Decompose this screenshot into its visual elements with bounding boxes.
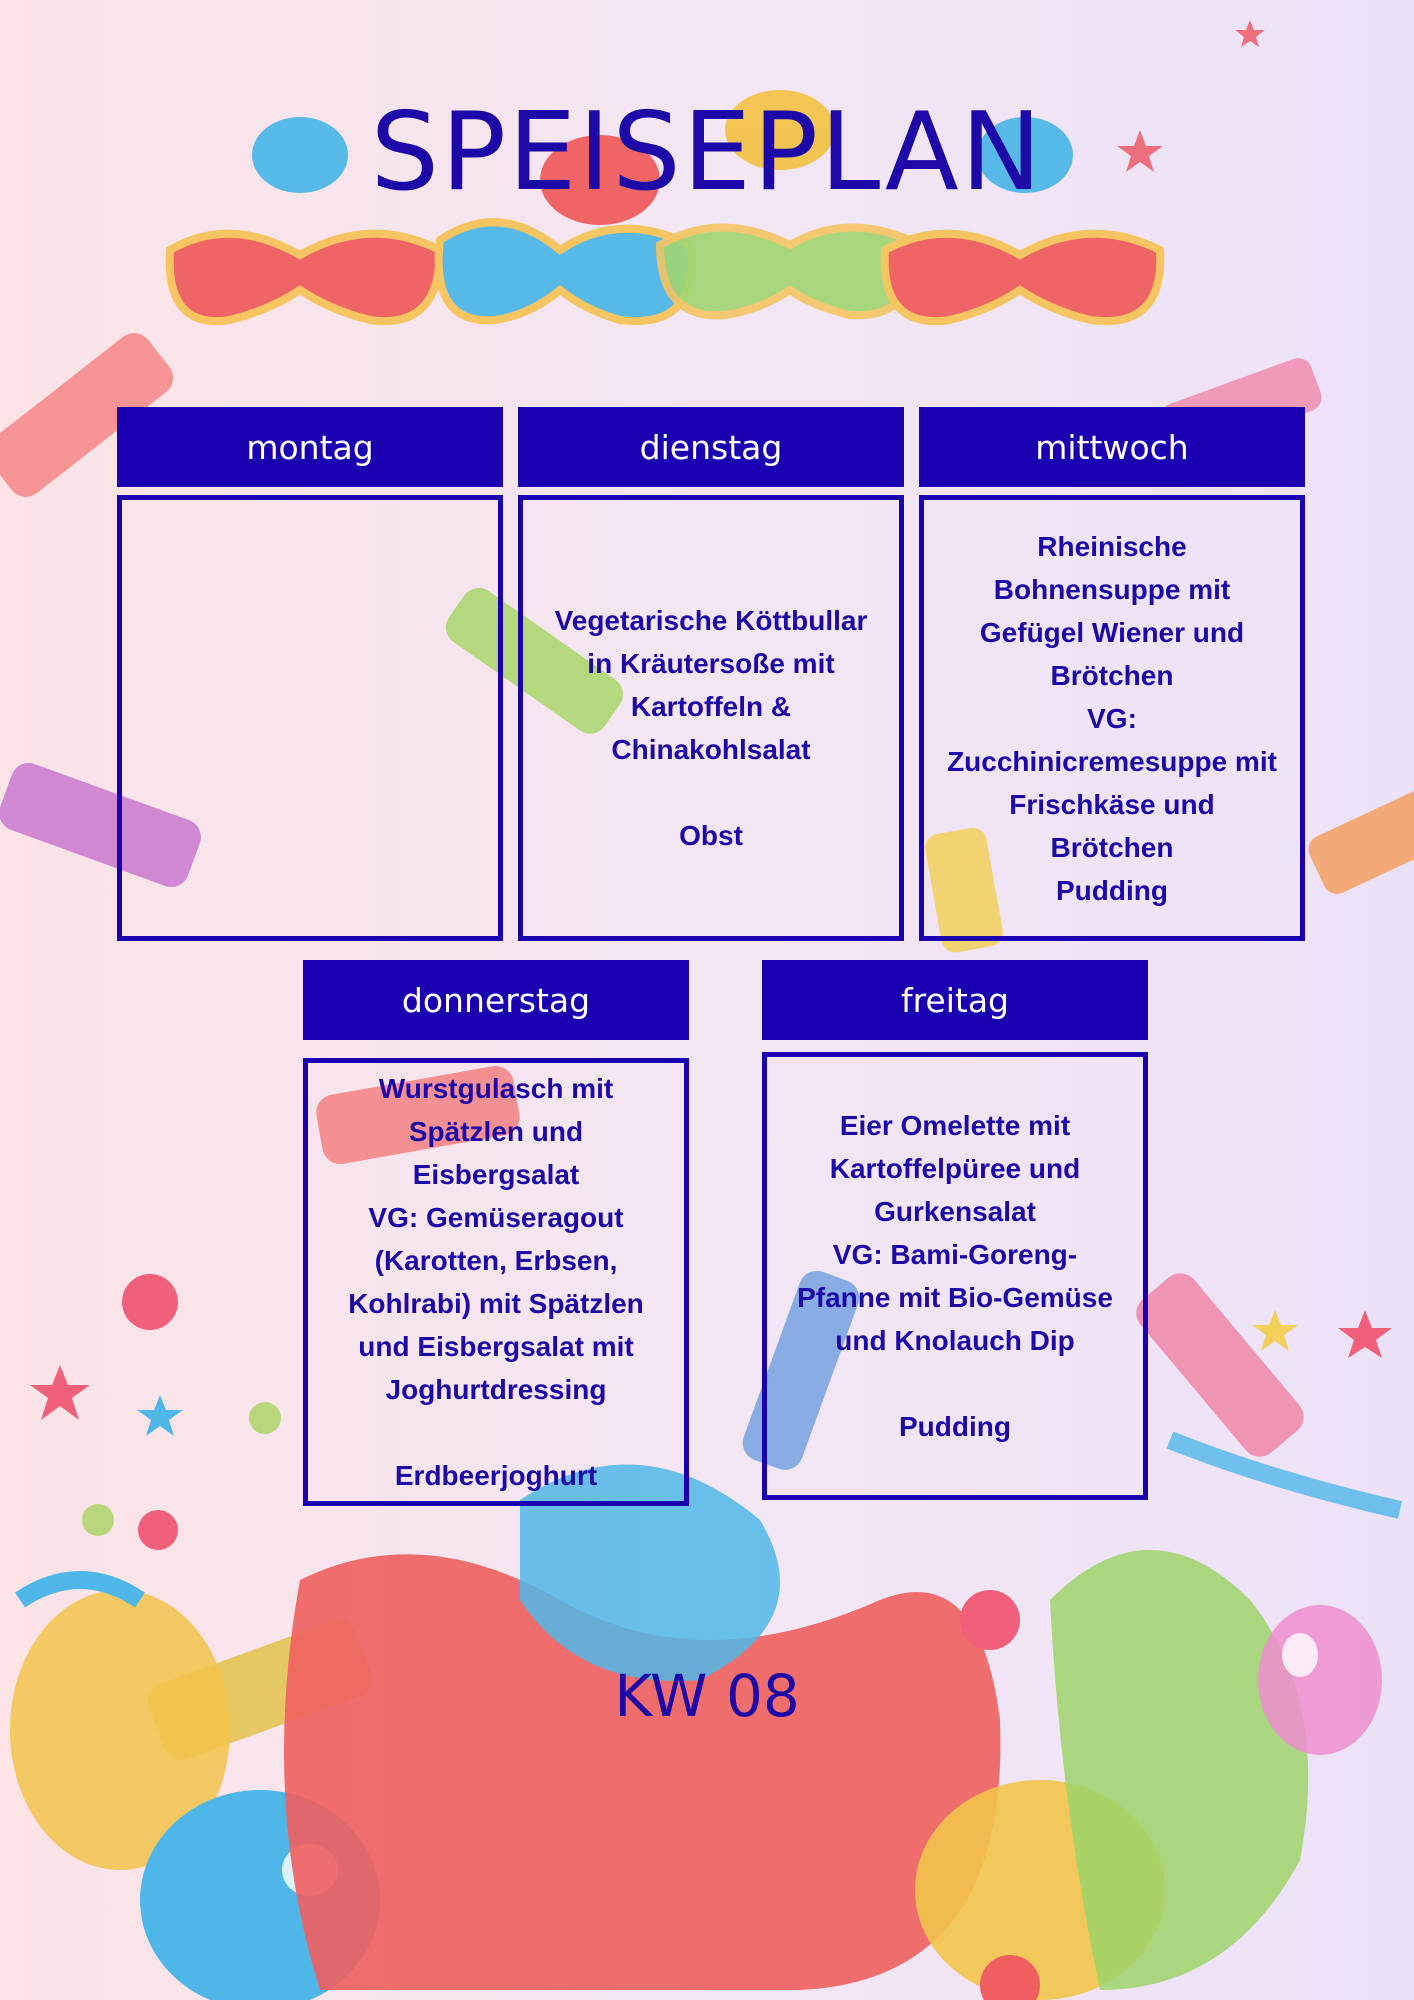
page-title: SPEISEPLAN [370,90,1044,215]
day-header-dienstag [518,407,904,487]
menu-line: Pudding [899,1411,1011,1442]
menu-box-montag [117,495,503,941]
menu-line: Eier Omelette mit [839,1110,1071,1141]
day-header-mittwoch [919,407,1305,487]
menu-box-mittwoch [919,495,1305,941]
menu-line: Wurstgulasch mit [378,1073,614,1104]
menu-line: Gefügel Wiener und [979,616,1245,648]
menu-line: Eisbergsalat [412,1159,580,1190]
menu-line: VG: Bami-Goreng- [832,1239,1078,1270]
menu-line: Pfanne mit Bio-Gemüse [797,1282,1113,1313]
menu-line: Kohlrabi) mit Spätzlen [348,1288,644,1319]
menu-line: Vegetarische Köttbullar [554,605,868,636]
menu-line: Brötchen [1050,659,1174,691]
day-name: freitag [900,980,1010,1020]
menu-line: (Karotten, Erbsen, [374,1245,618,1276]
menu-box-donnerstag [303,1058,689,1506]
day-header-montag [117,407,503,487]
menu-line: Spätzlen und [408,1116,584,1147]
menu-line: und Eisbergsalat mit [358,1331,634,1362]
calendar-week-label: KW 08 [614,1662,800,1730]
day-header-freitag [762,960,1148,1040]
day-name: montag [246,427,374,467]
day-name: donnerstag [401,980,591,1020]
menu-line: Kartoffelpüree und [829,1153,1081,1184]
menu-line: Gurkensalat [874,1196,1036,1227]
menu-line: Brötchen [1050,831,1174,863]
menu-line: in Kräutersoße mit [587,648,835,679]
menu-line: VG: [1087,702,1137,734]
menu-line: Frischkäse und [1009,788,1215,820]
menu-line: Obst [679,820,743,851]
menu-line: Joghurtdressing [385,1374,607,1405]
menu-line: Kartoffeln & [630,691,792,722]
menu-line: VG: Gemüseragout [368,1202,624,1233]
menu-box-freitag [762,1052,1148,1500]
menu-line: Pudding [1056,874,1168,906]
day-header-donnerstag [303,960,689,1040]
menu-line: Bohnensuppe mit [993,573,1231,605]
menu-line: Erdbeerjoghurt [394,1460,598,1491]
menu-line: Chinakohlsalat [611,734,811,765]
day-name: dienstag [639,427,783,467]
day-name: mittwoch [1035,427,1189,467]
menu-line: Zucchinicremesuppe mit [947,745,1277,777]
menu-line: und Knolauch Dip [835,1325,1075,1356]
menu-box-dienstag [518,495,904,941]
menu-line: Rheinische [1037,530,1187,562]
